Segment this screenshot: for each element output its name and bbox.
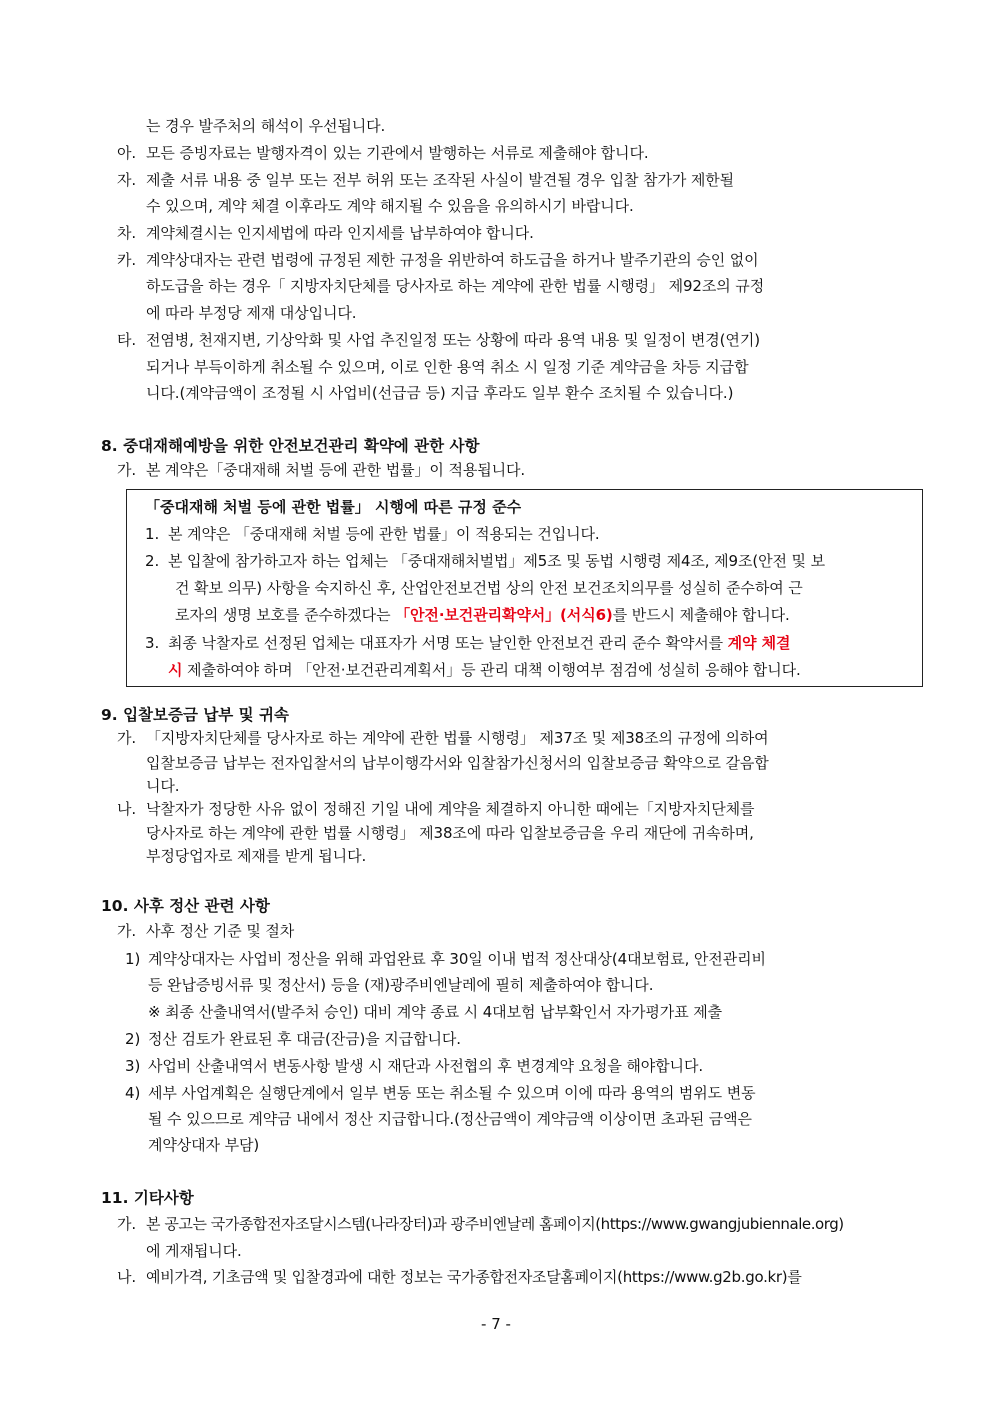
text-line: 세부 사업계획은 실행단계에서 일부 변동 또는 취소될 수 있으며 이에 따라 용역의 범위도 변동 [148,1084,756,1102]
list-marker: 카. [117,251,137,269]
list-marker: 2. [145,552,160,570]
list-marker: 1. [145,525,160,543]
highlight-text: 시 [168,661,183,679]
list-marker: 차. [117,224,137,242]
list-marker: 가. [117,729,137,747]
text-span: 를 반드시 제출해야 합니다. [612,606,790,624]
text-span: 로자의 생명 보호를 준수하겠다는 [175,606,396,624]
text-line: 본 입찰에 참가하고자 하는 업체는 「중대재해처벌법」제5조 및 동법 시행령 제4조, 제9조(안전 및 보 [168,552,826,570]
list-marker: 아. [117,144,137,162]
list-marker: 3. [145,634,160,652]
highlight-text: 「안전·보건관리확약서」(서식6) [395,606,613,624]
text-line: 에 게재됩니다. [146,1242,242,1260]
text-line: 니다. [146,777,180,795]
text-line [175,604,790,626]
text-line: 계약상대자 부담) [148,1136,260,1154]
text-line: 당사자로 하는 계약에 관한 법률 시행령」 제38조에 따라 입찰보증금을 우리 재단에 귀속하며, [146,824,754,842]
text-line: 되거나 부득이하게 취소될 수 있으며, 이로 인한 용역 취소 시 일정 기준 계약금을 차등 지급합 [146,358,749,376]
text-line: 등 완납증빙서류 및 정산서) 등을 (재)광주비엔날레에 필히 제출하여야 합니다. [148,976,654,994]
list-marker: 1) [125,950,141,968]
text-line: 사업비 산출내역서 변동사항 발생 시 재단과 사전협의 후 변경계약 요청을 해야합니다. [148,1057,704,1075]
text-line: 본 공고는 국가종합전자조달시스템(나라장터)과 광주비엔날레 홈페이지(https://www.gwangjubiennale.org) [146,1215,844,1233]
section-heading: 10. 사후 정산 관련 사항 [101,897,270,915]
text-line: 모든 증빙자료는 발행자격이 있는 기관에서 발행하는 서류로 제출해야 합니다. [146,144,649,162]
text-line [168,632,790,654]
list-marker: 나. [117,800,137,818]
highlight-text: 계약 체결 [727,634,791,652]
list-marker: 가. [117,922,137,940]
text-line: 하도급을 하는 경우「 지방자치단체를 당사자로 하는 계약에 관한 법률 시행령」 제92조의 규정 [146,277,765,295]
text-line: 니다.(계약금액이 조정될 시 사업비(선급금 등) 지급 후라도 일부 환수 조치될 수 있습니다.) [146,384,734,402]
text-line: ※ 최종 산출내역서(발주처 승인) 대비 계약 종료 시 4대보험 납부확인서 자가평가표 제출 [148,1003,723,1021]
text-line: 는 경우 발주처의 해석이 우선됩니다. [146,117,386,135]
text-line: 수 있으며, 계약 체결 이후라도 계약 해지될 수 있음을 유의하시기 바랍니다. [146,197,634,215]
text-line: 정산 검토가 완료된 후 대금(잔금)을 지급합니다. [148,1030,461,1048]
text-line: 될 수 있으므로 계약금 내에서 정산 지급합니다.(정산금액이 계약금액 이상이면 초과된 금액은 [148,1110,752,1128]
list-marker: 타. [117,331,137,349]
list-marker: 4) [125,1084,141,1102]
text-line: 낙찰자가 정당한 사유 없이 정해진 기일 내에 계약을 체결하지 아니한 때에는「지방자치단체를 [146,800,755,818]
text-line: 부정당업자로 제재를 받게 됩니다. [146,847,367,865]
text-line: 「지방자치단체를 당사자로 하는 계약에 관한 법률 시행령」 제37조 및 제38조의 규정에 의하여 [146,729,769,747]
text-line: 전염병, 천재지변, 기상악화 및 사업 추진일정 또는 상황에 따라 용역 내용 및 일정이 변경(연기) [146,331,760,349]
text-line: 계약체결시는 인지세법에 따라 인지세를 납부하여야 합니다. [146,224,534,242]
text-line: 사후 정산 기준 및 절차 [146,922,295,940]
text-line: 건 확보 의무) 사항을 숙지하신 후, 산업안전보건법 상의 안전 보건조치의무를 성실히 준수하여 근 [175,579,803,597]
text-line: 본 계약은 「중대재해 처벌 등에 관한 법률」이 적용되는 건입니다. [168,525,600,543]
text-line: 에 따라 부정당 제재 대상입니다. [146,304,357,322]
text-line: 계약상대자는 사업비 정산을 위해 과업완료 후 30일 이내 법적 정산대상(4대보험료, 안전관리비 [148,950,766,968]
section-heading: 8. 중대재해예방을 위한 안전보건관리 확약에 관한 사항 [101,437,480,455]
text-line: 본 계약은「중대재해 처벌 등에 관한 법률」이 적용됩니다. [146,461,526,479]
page-number: - 7 - [481,1315,511,1333]
text-span: 제출하여야 하며 「안전·보건관리계획서」등 관리 대책 이행여부 점검에 성실히 응해야 합니다. [182,661,801,679]
text-line: 제출 서류 내용 중 일부 또는 전부 허위 또는 조작된 사실이 발견될 경우 입찰 참가가 제한될 [146,171,735,189]
section-heading: 11. 기타사항 [101,1189,194,1207]
list-marker: 나. [117,1268,137,1286]
list-marker: 가. [117,461,137,479]
list-marker: 2) [125,1030,141,1048]
text-line: 입찰보증금 납부는 전자입찰서의 납부이행각서와 입찰참가신청서의 입찰보증금 확약으로 갈음합 [146,754,769,772]
section-heading: 9. 입찰보증금 납부 및 귀속 [101,706,289,724]
text-span: 최종 낙찰자로 선정된 업체는 대표자가 서명 또는 날인한 안전보건 관리 준수 확약서를 [168,634,728,652]
list-marker: 자. [117,171,137,189]
text-line: 계약상대자는 관련 법령에 규정된 제한 규정을 위반하여 하도급을 하거나 발주기관의 승인 없이 [146,251,759,269]
text-line [168,659,801,681]
notice-box-title: 「중대재해 처벌 등에 관한 법률」 시행에 따른 규정 준수 [145,498,522,516]
list-marker: 가. [117,1215,137,1233]
list-marker: 3) [125,1057,141,1075]
text-line: 예비가격, 기초금액 및 입찰경과에 대한 정보는 국가종합전자조달홈페이지(https://www.g2b.go.kr)를 [146,1268,802,1286]
